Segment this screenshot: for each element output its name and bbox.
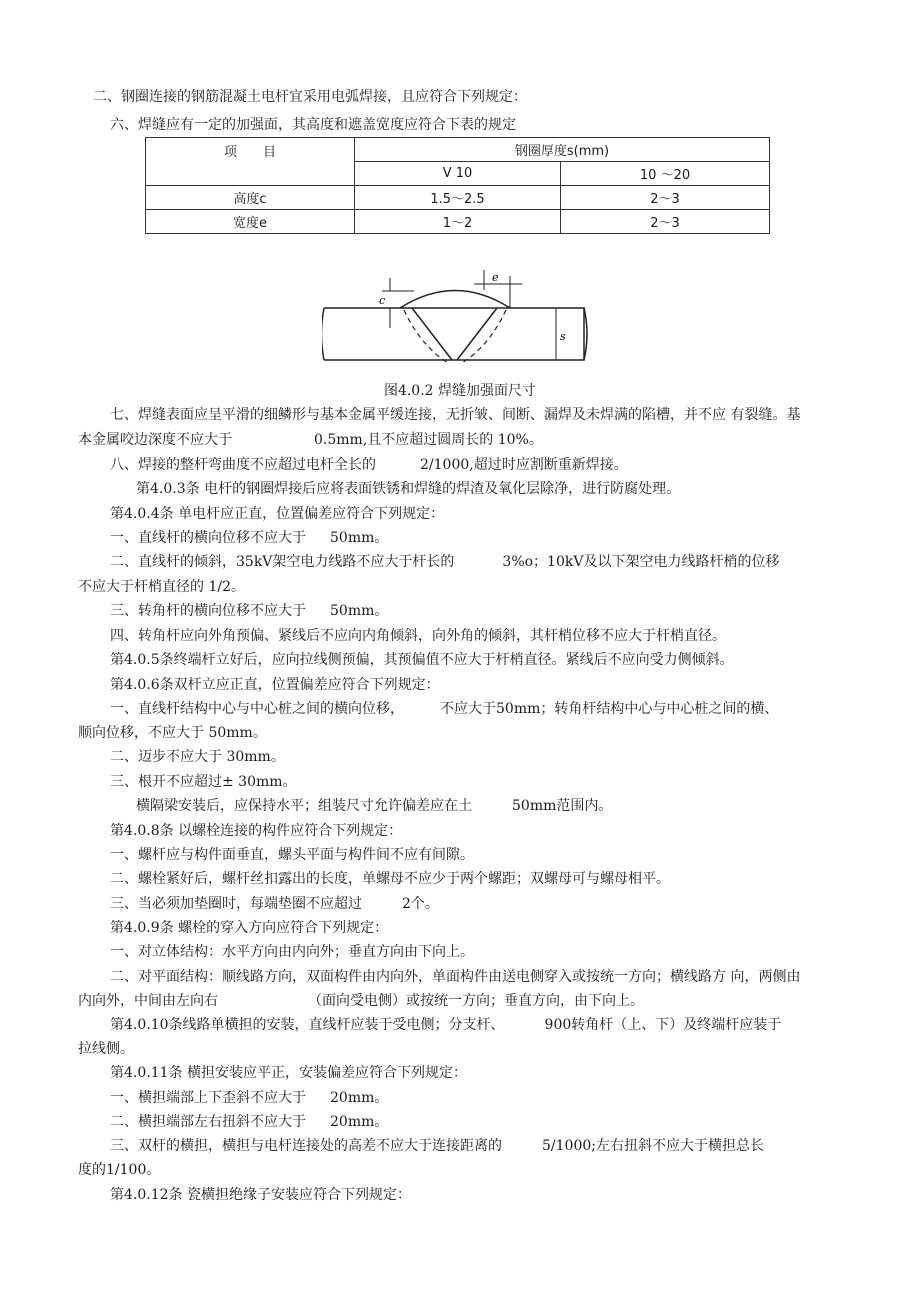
text-line <box>110 456 628 474</box>
table-header-item: 项 目 <box>146 138 355 186</box>
text-fragment: 一、直线杆结构中心与中心桩之间的横向位移， <box>110 701 404 717</box>
text-line <box>110 1089 388 1107</box>
text-line: 拉线侧。 <box>78 1041 134 1057</box>
text-line <box>110 602 388 620</box>
text-line <box>136 797 612 815</box>
text-line: 第4.0.8条 以螺栓连接的构件应符合下列规定： <box>110 823 403 839</box>
text-fragment: 20mm。 <box>330 1114 389 1130</box>
text-fragment: 5/1000;左右扭斜不应大于横担总长 <box>542 1138 764 1154</box>
table-cell: 2～3 <box>561 186 770 210</box>
text-line <box>78 992 644 1010</box>
table-subheader: 10 ～20 <box>561 162 770 186</box>
text-line: 度的1/100。 <box>78 1162 161 1178</box>
text-line: 一、对立体结构：水平方向由内向外；垂直方向由下向上。 <box>110 944 474 960</box>
text-fragment: 第4.0.10条线路单横担的安装，直线杆应装于受电侧；分支杆、 <box>110 1017 505 1033</box>
label-c: c <box>379 294 386 307</box>
table-cell: 高度c <box>146 186 355 210</box>
text-fragment: 2/1000,超过时应割断重新焊接。 <box>420 457 628 473</box>
text-line <box>110 1137 764 1155</box>
figure-caption: 图4.0.2 焊缝加强面尺寸 <box>383 383 537 399</box>
text-line: 七、焊缝表面应呈平滑的细鳞形与基本金属平缓连接，无折皱、间断、漏焊及未焊满的陷槽，并不应 有裂缝。基 <box>110 407 801 423</box>
text-fragment: 50mm范围内。 <box>512 798 613 814</box>
table-cell: 1～2 <box>355 210 561 234</box>
text-fragment: 0.5mm,且不应超过圆周长的 10%。 <box>314 432 543 448</box>
text-fragment: 一、横担端部上下歪斜不应大于 <box>110 1090 306 1106</box>
text-line: 一、螺杆应与构件面垂直，螺头平面与构件间不应有间隙。 <box>110 847 474 863</box>
text-line: 三、根开不应超过± 30mm。 <box>110 774 297 790</box>
text-line: 二、钢圈连接的钢筋混凝土电杆宜采用电弧焊接，且应符合下列规定： <box>93 89 527 105</box>
weld-diagram <box>322 268 592 373</box>
weld-reinforcement-table <box>145 137 770 234</box>
text-line: 六、焊缝应有一定的加强面，其高度和遮盖宽度应符合下表的规定 <box>110 117 516 133</box>
text-fragment: 三、当必须加垫圈时，每端垫圈不应超过 <box>110 896 362 912</box>
text-line <box>110 1016 781 1034</box>
text-fragment: 本金属咬边深度不应大于 <box>78 432 232 448</box>
text-fragment: 二、横担端部左右扭斜不应大于 <box>110 1114 306 1130</box>
text-line: 四、转角杆应向外角预偏、紧线后不应向内角倾斜，向外角的倾斜，其杆梢位移不应大于杆梢直径。 <box>110 628 726 644</box>
label-s: s <box>560 330 566 343</box>
text-fragment: 20mm。 <box>330 1090 389 1106</box>
text-line: 第4.0.11条 横担安装应平正，安装偏差应符合下列规定： <box>110 1065 467 1081</box>
text-line: 第4.0.5条终端杆立好后，应向拉线侧预偏，其预偏值不应大于杆梢直径。紧线后不应向受力侧倾斜。 <box>110 652 734 668</box>
text-fragment: 不应大于50mm；转角杆结构中心与中心桩之间的横、 <box>440 701 779 717</box>
text-line: 不应大于杆梢直径的 1/2。 <box>78 579 245 595</box>
table-cell: 1.5～2.5 <box>355 186 561 210</box>
text-fragment: 900转角杆（上、下）及终端杆应装于 <box>544 1017 782 1033</box>
table-cell: 2～3 <box>561 210 770 234</box>
text-line: 二、对平面结构：顺线路方向，双面构件由内向外，单面构件由送电侧穿入或按统一方向；横线路方 向，两侧由 <box>110 969 801 985</box>
text-fragment: 二、直线杆的倾斜，35kV架空电力线路不应大于杆长的 <box>110 554 455 570</box>
text-line <box>78 431 543 449</box>
text-line <box>110 553 779 571</box>
text-line <box>110 700 778 718</box>
text-line <box>110 895 439 913</box>
text-fragment: 2个。 <box>402 896 439 912</box>
text-line: 二、迈步不应大于 30mm。 <box>110 749 285 765</box>
text-line: 二、螺栓紧好后，螺杆丝扣露出的长度，单螺母不应少于两个螺距；双螺母可与螺母相平。 <box>110 871 670 887</box>
text-line <box>110 1113 388 1131</box>
text-fragment: 3%o；10kV及以下架空电力线路杆梢的位移 <box>502 554 780 570</box>
text-fragment: 八、焊接的整杆弯曲度不应超过电杆全长的 <box>110 457 376 473</box>
table-subheader: V 10 <box>355 162 561 186</box>
table-header-thickness: 钢圈厚度s(mm) <box>355 138 770 162</box>
text-line <box>110 529 388 547</box>
text-fragment: 内向外，中间由左向右 <box>78 993 218 1009</box>
text-line: 第4.0.4条 单电杆应正直，位置偏差应符合下列规定： <box>110 506 445 522</box>
text-fragment: 50mm。 <box>330 603 389 619</box>
text-fragment: 三、双杆的横担，横担与电杆连接处的高差不应大于连接距离的 <box>110 1138 502 1154</box>
text-fragment: （面向受电侧）或按统一方向；垂直方向，由下向上。 <box>308 993 644 1009</box>
text-fragment: 横隔梁安装后，应保持水平；组装尺寸允许偏差应在土 <box>136 798 472 814</box>
text-line: 第4.0.3条 电杆的钢圈焊接后应将表面铁锈和焊缝的焊渣及氧化层除净，进行防腐处理。 <box>136 481 681 497</box>
text-line: 第4.0.9条 螺栓的穿入方向应符合下列规定： <box>110 920 389 936</box>
table-cell: 宽度e <box>146 210 355 234</box>
text-fragment: 一、直线杆的横向位移不应大于 <box>110 530 306 546</box>
text-fragment: 三、转角杆的横向位移不应大于 <box>110 603 306 619</box>
text-line: 顺向位移，不应大于 50mm。 <box>78 725 267 741</box>
label-e: e <box>492 271 499 284</box>
text-line: 第4.0.6条双杆立应正直，位置偏差应符合下列规定： <box>110 677 440 693</box>
text-line: 第4.0.12条 瓷横担绝缘子安装应符合下列规定： <box>110 1187 411 1203</box>
text-fragment: 50mm。 <box>330 530 389 546</box>
